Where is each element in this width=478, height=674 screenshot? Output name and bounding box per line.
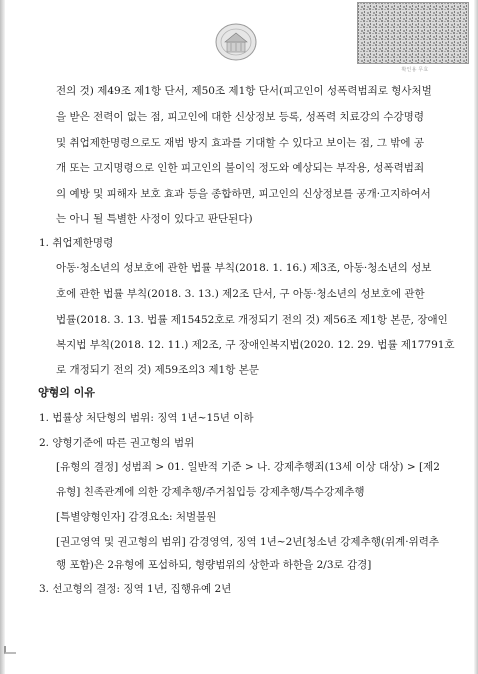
stamp-caption: 확인용 무효 bbox=[401, 67, 429, 73]
employment-line: 아동·청소년의 성보호에 관한 법률 부칙(2018. 1. 16.) 제3조, 아동·청소년의 성보 bbox=[56, 262, 432, 274]
verification-stamp bbox=[357, 2, 469, 64]
scan-corner-mark bbox=[4, 646, 16, 654]
employment-line: 로 개정되기 전의 것) 제59조의3 제1항 본문 bbox=[56, 364, 259, 376]
sentencing-item-2: 2. 양형기준에 따른 권고형의 범위 bbox=[39, 437, 195, 449]
scan-shadow-right bbox=[474, 0, 478, 674]
sentencing-item-1: 1. 법률상 처단형의 범위: 징역 1년∼15년 이하 bbox=[39, 412, 254, 424]
employment-line: 복지법 부칙(2018. 12. 11.) 제2조, 구 장애인복지법(2020. 12. 29. 법률 제17791호 bbox=[56, 339, 455, 351]
body-line: 의 예방 및 피해자 보호 효과 등을 종합하면, 피고인의 신상정보를 공개·고지하여서 bbox=[56, 188, 431, 200]
type-determination-line: 유형] 친족관계에 의한 강제추행/주거침입등 강제추행/특수강제추행 bbox=[56, 486, 365, 498]
body-line: 는 아니 될 특별한 사정이 있다고 판단된다) bbox=[56, 213, 253, 225]
employment-line: 법률(2018. 3. 13. 법률 제15452호로 개정되기 전의 것) 제56조 제1항 본문, 장애인 bbox=[56, 314, 448, 326]
recommended-range-line: [권고영역 및 권고형의 범위] 감경영역, 징역 1년∼2년[청소년 강제추행(위계·위력추 bbox=[56, 536, 440, 548]
body-line: 전의 것) 제49조 제1항 단서, 제50조 제1항 단서(피고인이 성폭력범죄로 형사처벌 bbox=[56, 85, 432, 97]
body-line: 개 또는 고지명령으로 인한 피고인의 불이익 정도와 예상되는 부작용, 성폭력범죄 bbox=[56, 162, 425, 174]
court-seal-icon bbox=[214, 22, 258, 62]
section-heading-employment: 1. 취업제한명령 bbox=[39, 237, 114, 249]
scan-shadow-left bbox=[0, 0, 5, 674]
recommended-range-line: 행 포함)은 2유형에 포섭하되, 형량범위의 상한과 하한을 2/3로 감경] bbox=[56, 559, 372, 571]
body-line: 및 취업제한명령으로도 재범 방지 효과를 기대할 수 있다고 보이는 점, 그 밖에 공 bbox=[56, 137, 424, 149]
body-line: 을 받은 전력이 없는 점, 피고인에 대한 신상정보 등록, 성폭력 치료강의 수강명령 bbox=[56, 111, 424, 123]
type-determination-line: [유형의 결정] 성범죄 > 01. 일반적 기준 > 나. 강제추행죄(13세 이상 대상) > [제2 bbox=[56, 461, 440, 473]
section-heading-sentencing: 양형의 이유 bbox=[38, 386, 95, 399]
sentencing-item-3: 3. 선고형의 결정: 징역 1년, 집행유예 2년 bbox=[39, 583, 232, 595]
employment-line: 호에 관한 법률 부칙(2018. 3. 13.) 제2조 단서, 구 아동·청소년의 성보호에 관한 bbox=[56, 288, 425, 300]
special-factor-line: [특별양형인자] 감경요소: 처벌불원 bbox=[56, 511, 217, 523]
